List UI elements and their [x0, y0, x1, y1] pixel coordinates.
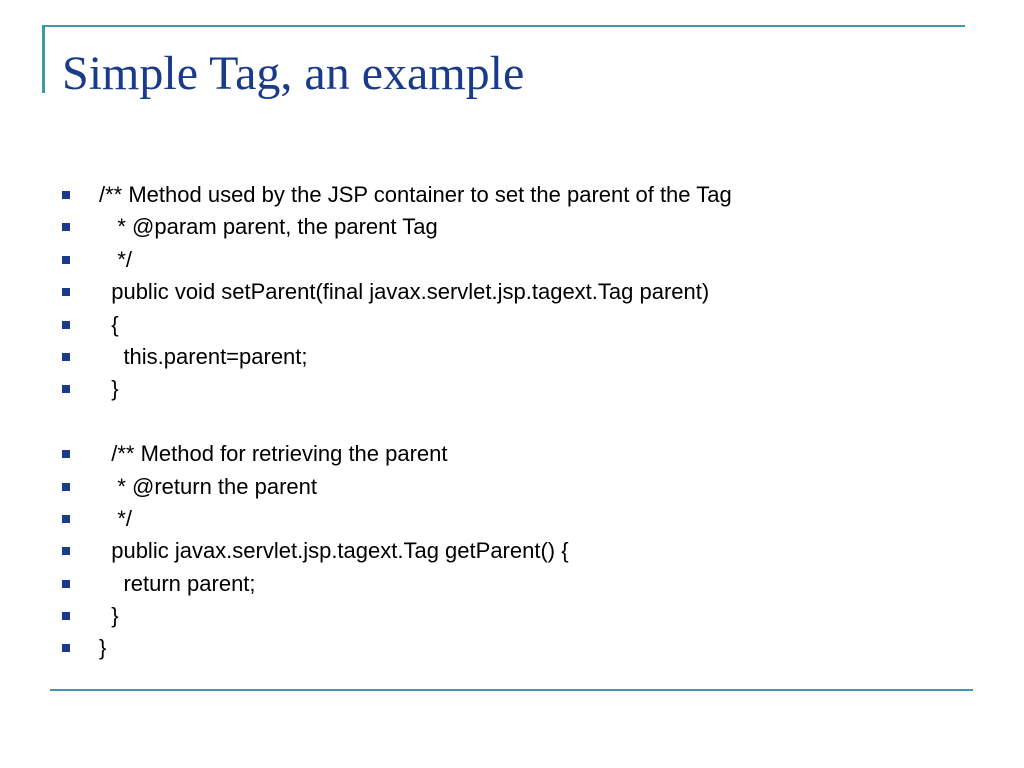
- square-bullet-icon: [62, 450, 70, 458]
- bullet-text: this.parent=parent;: [99, 343, 308, 369]
- bullet-text: /** Method for retrieving the parent: [99, 441, 448, 467]
- square-bullet-icon: [62, 644, 70, 652]
- bullet-text: * @param parent, the parent Tag: [99, 214, 438, 240]
- bullet-text: * @return the parent: [99, 473, 318, 499]
- bullet-text: */: [99, 246, 133, 272]
- frame-left-accent-rule: [42, 25, 45, 93]
- bullet-text: }: [99, 603, 119, 629]
- square-bullet-icon: [62, 515, 70, 523]
- square-bullet-icon: [62, 547, 70, 555]
- square-bullet-icon: [62, 321, 70, 329]
- square-bullet-icon: [62, 483, 70, 491]
- bullet-text: return parent;: [99, 570, 256, 596]
- bullet-text: }: [99, 635, 107, 661]
- frame-top-rule: [42, 25, 965, 27]
- square-bullet-icon: [62, 580, 70, 588]
- bullet-text: */: [99, 505, 133, 531]
- square-bullet-icon: [62, 256, 70, 264]
- square-bullet-icon: [62, 353, 70, 361]
- bullet-text: /** Method used by the JSP container to set the parent of the Tag: [99, 182, 732, 207]
- slide-title: Simple Tag, an example: [62, 47, 525, 100]
- bullet-text: {: [99, 311, 119, 337]
- square-bullet-icon: [62, 288, 70, 296]
- square-bullet-icon: [62, 191, 70, 199]
- bullet-text: public javax.servlet.jsp.tagext.Tag getParent() {: [99, 538, 569, 564]
- bullet-text: public void setParent(final javax.servlet.jsp.tagext.Tag parent): [99, 279, 710, 305]
- square-bullet-icon: [62, 385, 70, 393]
- frame-bottom-rule: [50, 689, 973, 691]
- square-bullet-icon: [62, 612, 70, 620]
- square-bullet-icon: [62, 223, 70, 231]
- bullet-text: }: [99, 376, 119, 402]
